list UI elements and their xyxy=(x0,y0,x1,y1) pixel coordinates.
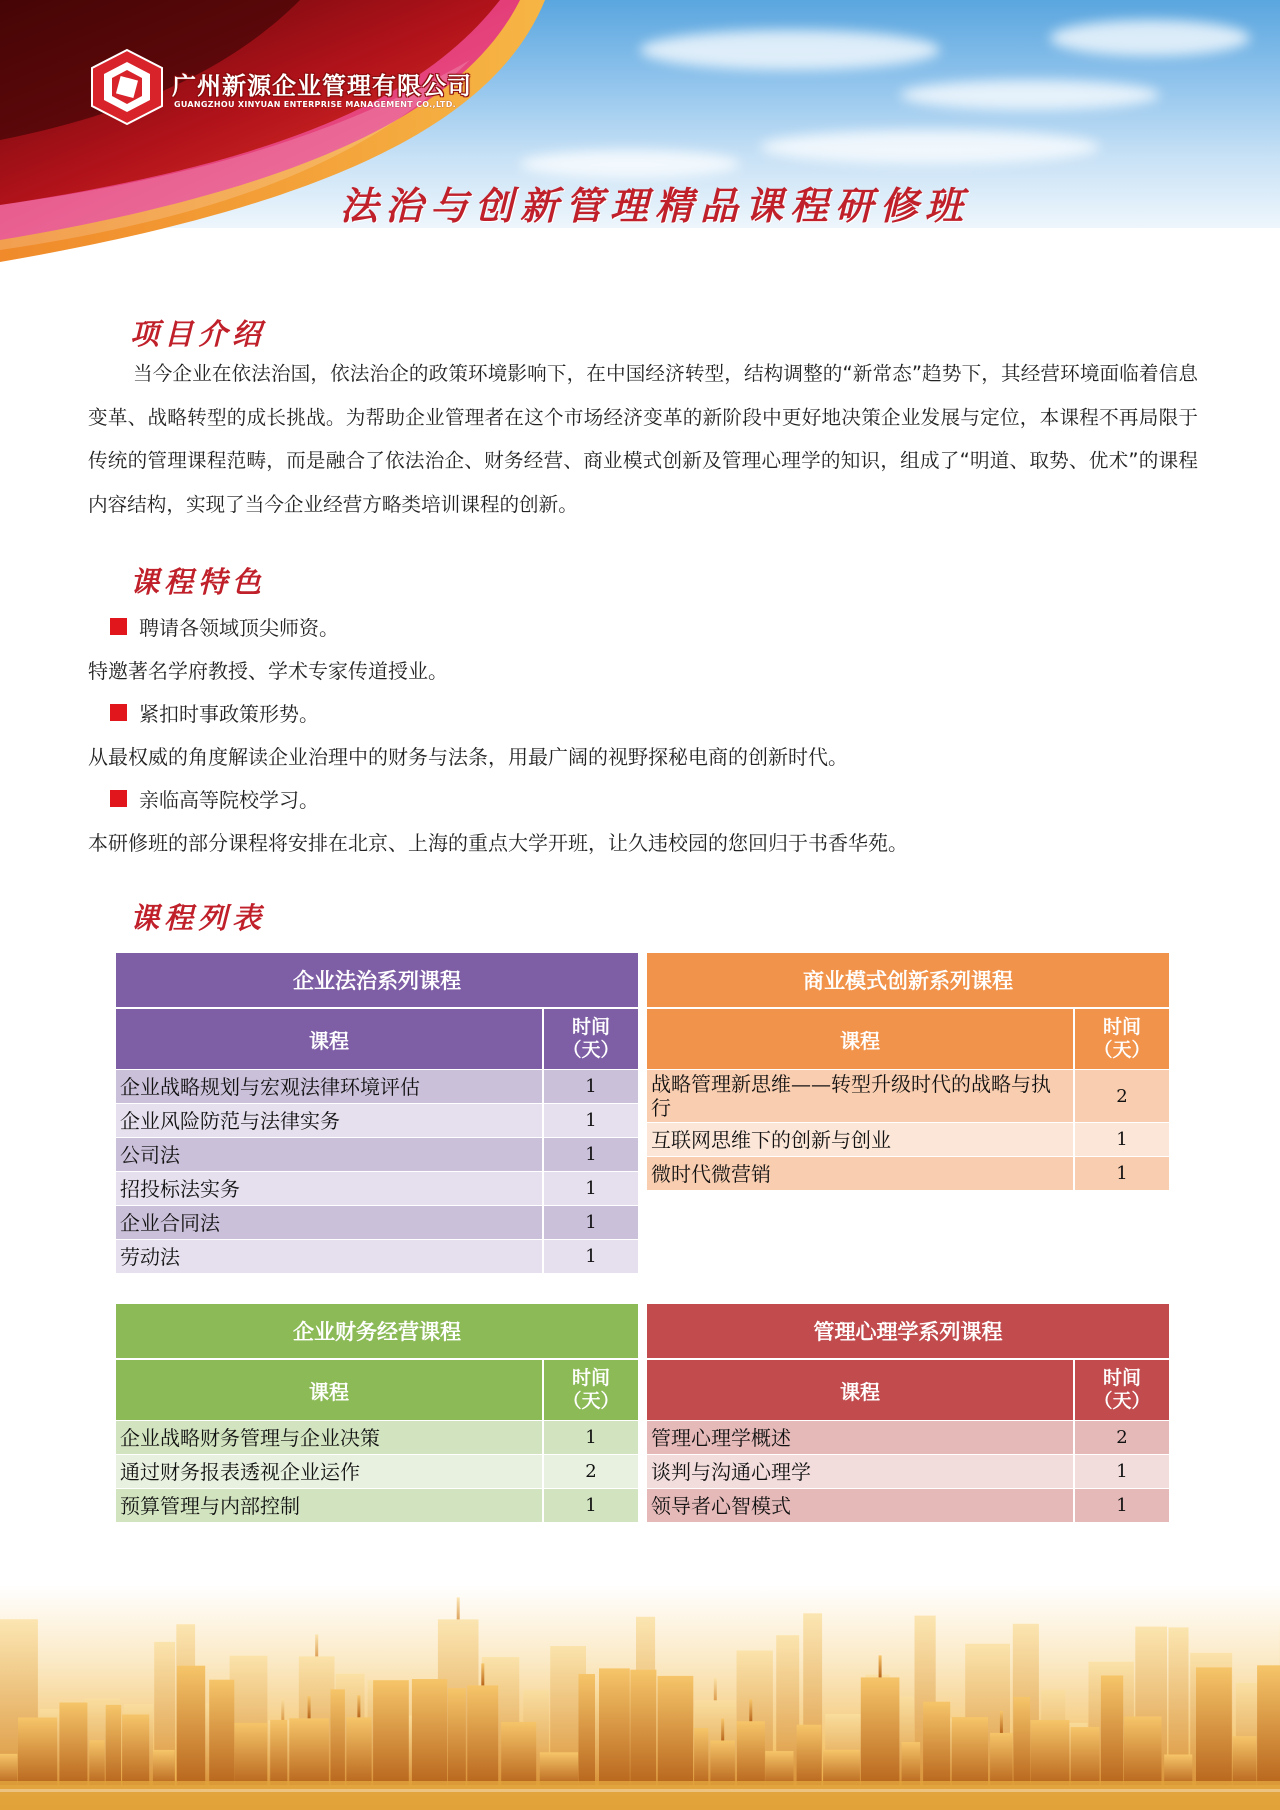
city-skyline-footer xyxy=(0,1585,1280,1810)
feature-title-text: 亲临高等院校学习。 xyxy=(139,788,319,812)
course-days: 2 xyxy=(1116,1085,1128,1107)
feature-title xyxy=(110,784,319,813)
column-header-time xyxy=(1075,1360,1169,1420)
courses-heading: 课程列表 xyxy=(130,901,267,935)
course-name: 劳动法 xyxy=(116,1240,544,1273)
course-table-title: 企业财务经营课程 xyxy=(116,1304,638,1360)
course-table-column-header xyxy=(116,1009,638,1069)
course-name: 企业风险防范与法律实务 xyxy=(116,1104,544,1137)
course-table-business-model xyxy=(647,953,1169,1190)
column-header-time xyxy=(544,1360,638,1420)
column-header-time-label: 时间 xyxy=(1102,1016,1141,1038)
course-days: 1 xyxy=(1116,1495,1128,1516)
course-days: 1 xyxy=(585,1212,597,1233)
course-days: 2 xyxy=(585,1461,597,1482)
red-square-bullet-icon xyxy=(110,618,127,635)
column-header-time-label: 时间 xyxy=(571,1367,610,1389)
course-days: 2 xyxy=(1116,1427,1128,1448)
feature-desc: 特邀著名学府教授、学术专家传道授业。 xyxy=(88,659,448,683)
table-row xyxy=(116,1454,638,1488)
course-name: 公司法 xyxy=(116,1138,544,1171)
table-row xyxy=(116,1420,638,1454)
course-table-title: 商业模式创新系列课程 xyxy=(647,953,1169,1009)
column-header-course: 课程 xyxy=(116,1360,544,1420)
course-table-title: 企业法治系列课程 xyxy=(116,953,638,1009)
column-header-time-unit: （天） xyxy=(1093,1390,1151,1412)
feature-title xyxy=(110,698,319,727)
table-row xyxy=(647,1156,1169,1190)
course-table-psychology xyxy=(647,1304,1169,1522)
course-name: 领导者心智模式 xyxy=(647,1489,1075,1522)
course-days: 1 xyxy=(585,1178,597,1199)
course-name: 战略管理新思维——转型升级时代的战略与执行 xyxy=(647,1070,1075,1122)
course-days: 1 xyxy=(585,1110,597,1131)
course-table-title: 管理心理学系列课程 xyxy=(647,1304,1169,1360)
table-row xyxy=(647,1069,1169,1122)
table-row xyxy=(647,1488,1169,1522)
course-name: 招投标法实务 xyxy=(116,1172,544,1205)
course-name: 预算管理与内部控制 xyxy=(116,1489,544,1522)
course-table-column-header xyxy=(116,1360,638,1420)
course-name: 微时代微营销 xyxy=(647,1157,1075,1190)
feature-desc: 从最权威的角度解读企业治理中的财务与法条，用最广阔的视野探秘电商的创新时代。 xyxy=(88,745,848,769)
table-row xyxy=(116,1239,638,1273)
course-name: 管理心理学概述 xyxy=(647,1421,1075,1454)
red-square-bullet-icon xyxy=(110,704,127,721)
course-days: 1 xyxy=(1116,1461,1128,1482)
course-days: 1 xyxy=(585,1495,597,1516)
page-title: 法治与创新管理精品课程研修班 xyxy=(340,183,971,228)
feature-title-text: 聘请各领域顶尖师资。 xyxy=(139,616,339,640)
table-row xyxy=(116,1205,638,1239)
table-row xyxy=(116,1103,638,1137)
intro-paragraph: 当今企业在依法治国，依法治企的政策环境影响下，在中国经济转型，结构调整的“新常态”趋势下，其经营环境面临着信息变革、战略转型的成长挑战。为帮助企业管理者在这个市场经济变革的新阶段中更好地决策企业发展与定位，本课程不再局限于传统的管理课程范畴，而是融合了依法治企、财务经营、商业模式创新及管理心理学的知识，组成了“明道、取势、优术”的课程内容结构，实现了当今企业经营方略类培训课程的创新。 xyxy=(88,362,1198,516)
course-days: 1 xyxy=(585,1076,597,1097)
table-row xyxy=(647,1454,1169,1488)
column-header-time-unit: （天） xyxy=(562,1039,620,1061)
course-table-law xyxy=(116,953,638,1273)
table-row xyxy=(647,1122,1169,1156)
column-header-time-unit: （天） xyxy=(562,1390,620,1412)
course-name: 企业战略财务管理与企业决策 xyxy=(116,1421,544,1454)
course-table-finance xyxy=(116,1304,638,1522)
course-name: 谈判与沟通心理学 xyxy=(647,1455,1075,1488)
feature-desc: 本研修班的部分课程将安排在北京、上海的重点大学开班，让久违校园的您回归于书香华苑。 xyxy=(88,831,908,855)
table-row xyxy=(647,1420,1169,1454)
course-days: 1 xyxy=(1116,1129,1128,1150)
feature-title-text: 紧扣时事政策形势。 xyxy=(139,702,319,726)
course-table-column-header xyxy=(647,1360,1169,1420)
course-days: 1 xyxy=(585,1246,597,1267)
table-row xyxy=(116,1171,638,1205)
course-days: 1 xyxy=(585,1144,597,1165)
column-header-time xyxy=(544,1009,638,1069)
table-row xyxy=(116,1069,638,1103)
course-name: 通过财务报表透视企业运作 xyxy=(116,1455,544,1488)
column-header-course: 课程 xyxy=(647,1360,1075,1420)
course-days: 1 xyxy=(1116,1163,1128,1184)
course-table-column-header xyxy=(647,1009,1169,1069)
course-name: 企业合同法 xyxy=(116,1206,544,1239)
course-name: 互联网思维下的创新与创业 xyxy=(647,1123,1075,1156)
feature-title xyxy=(110,612,339,641)
page-header xyxy=(0,0,1280,270)
company-name-cn: 广州新源企业管理有限公司 xyxy=(172,72,472,100)
company-logo-icon xyxy=(88,48,166,126)
course-name: 企业战略规划与宏观法律环境评估 xyxy=(116,1070,544,1103)
table-row xyxy=(116,1137,638,1171)
table-row xyxy=(116,1488,638,1522)
column-header-time-unit: （天） xyxy=(1093,1039,1151,1061)
column-header-course: 课程 xyxy=(647,1009,1075,1069)
column-header-time xyxy=(1075,1009,1169,1069)
column-header-time-label: 时间 xyxy=(571,1016,610,1038)
column-header-course: 课程 xyxy=(116,1009,544,1069)
company-name-en: GUANGZHOU XINYUAN ENTERPRISE MANAGEMENT CO.,LTD. xyxy=(174,100,456,109)
course-days: 1 xyxy=(585,1427,597,1448)
red-square-bullet-icon xyxy=(110,790,127,807)
column-header-time-label: 时间 xyxy=(1102,1367,1141,1389)
intro-heading: 项目介绍 xyxy=(130,317,267,351)
features-heading: 课程特色 xyxy=(130,565,267,599)
